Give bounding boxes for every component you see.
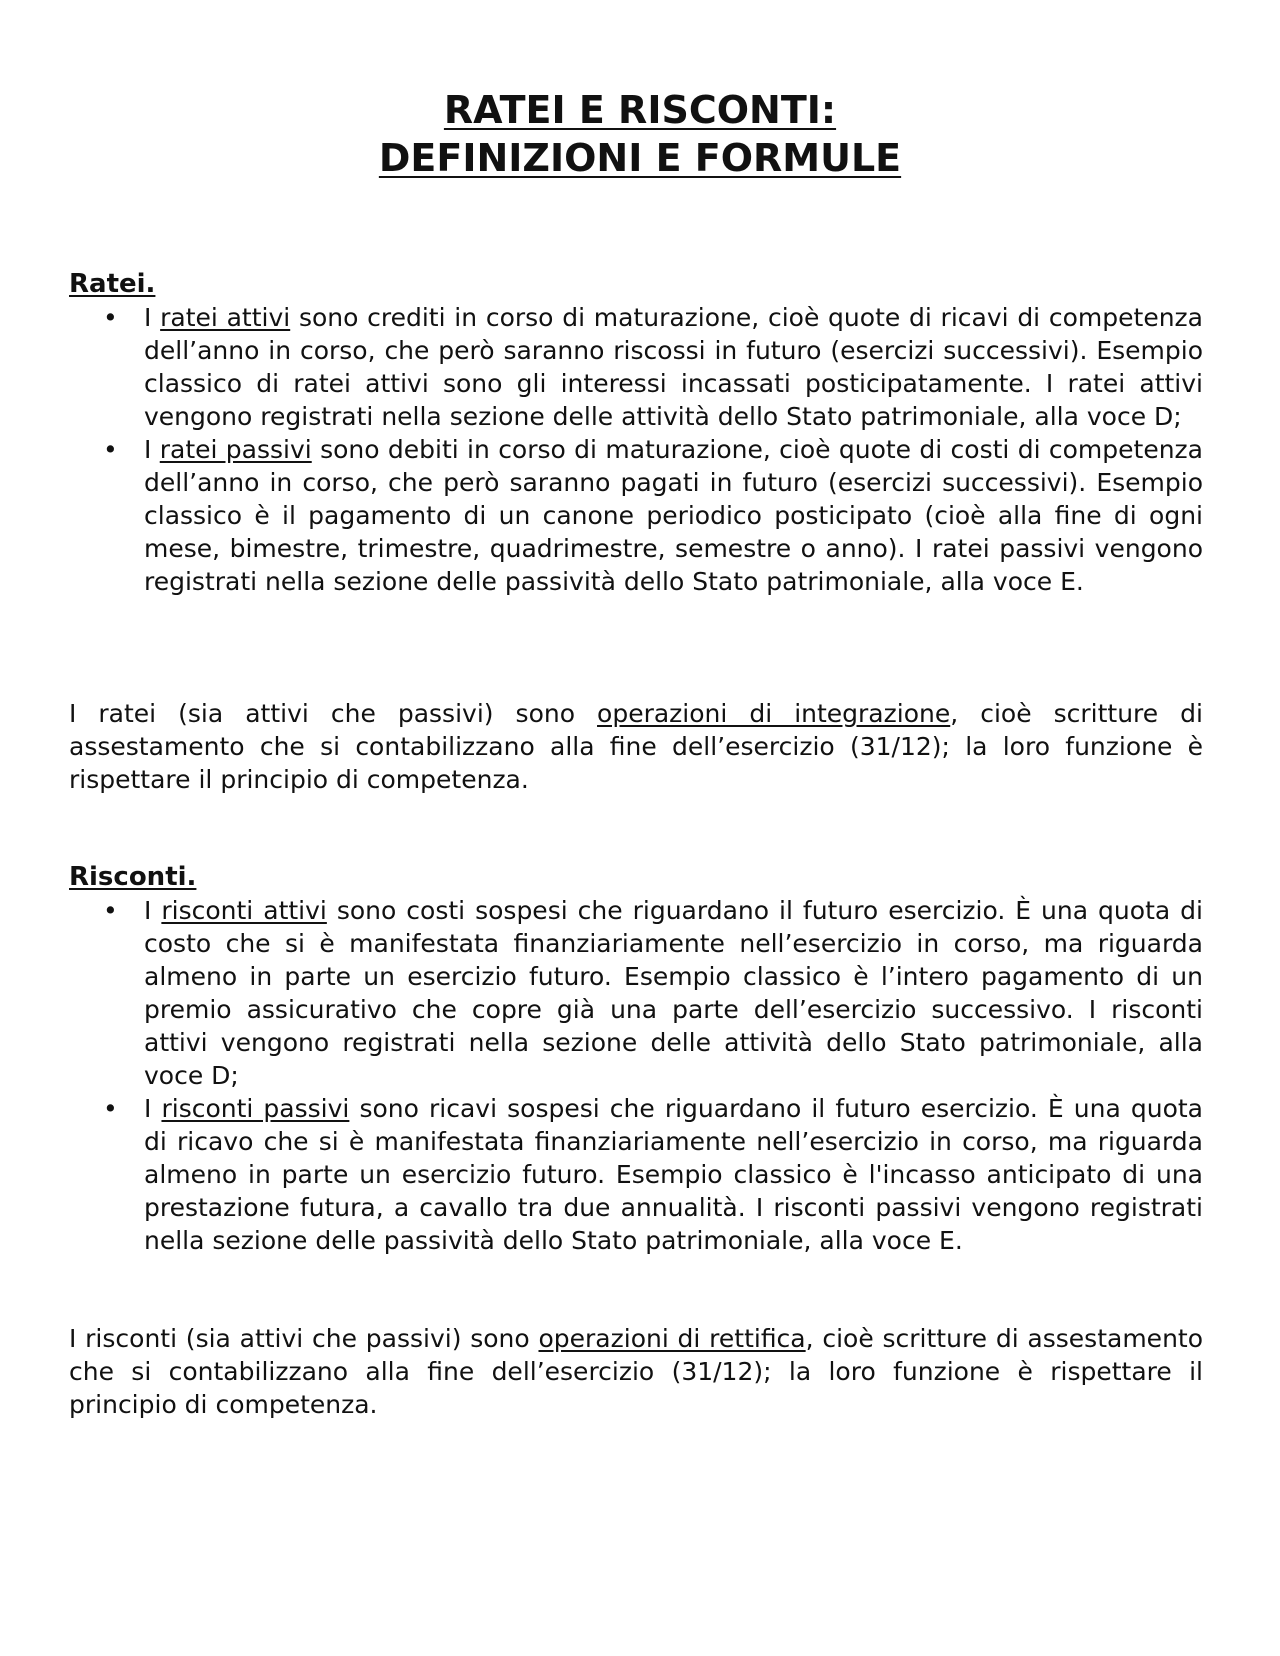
summary-prefix: I ratei (sia attivi che passivi) sono (69, 699, 598, 728)
paragraph-risconti-summary (69, 1322, 1203, 1421)
term-operazioni-integrazione: operazioni di integrazione (597, 699, 951, 728)
section-heading-risconti: Risconti. (69, 862, 197, 892)
section-heading-ratei: Ratei. (69, 269, 156, 299)
title-line-2: DEFINIZIONI E FORMULE (378, 136, 902, 180)
ratei-list (69, 301, 1203, 598)
risconti-list (69, 894, 1203, 1257)
summary-text: , cioè scritture di assestamento che si contabilizzano alla fine dell’esercizio (31/12); la loro funzione è rispettare il principio di competenza. (69, 699, 1203, 794)
item-text: sono crediti in corso di maturazione, cioè quote di ricavi di competenza dell’anno in corso, che però saranno riscossi in futuro (esercizi successivi). Esempio classico di ratei attivi sono gli interessi incassati posticipatamente. I ratei attivi vengono registrati nella sezione delle attività dello Stato patrimoniale, alla voce D; (144, 303, 1203, 431)
term-ratei-passivi: ratei passivi (159, 435, 312, 464)
term-operazioni-rettifica: operazioni di rettifica (538, 1324, 806, 1353)
item-prefix: I (144, 303, 161, 332)
paragraph-ratei-summary (69, 697, 1203, 796)
title-line-1: RATEI E RISCONTI: (443, 88, 837, 132)
summary-text: , cioè scritture di assestamento che si contabilizzano alla fine dell’esercizio (31/12); la loro funzione è rispettare il principio di competenza. (69, 1324, 1204, 1419)
item-text: sono costi sospesi che riguardano il futuro esercizio. È una quota di costo che si è manifestata finanziariamente nell’esercizio in corso, ma riguarda almeno in parte un esercizio futuro. Esempio classico è l’intero pagamento di un premio assicurativo che copre già una parte dell’esercizio successivo. I risconti attivi vengono registrati nella sezione delle attività dello Stato patrimoniale, alla voce D; (144, 896, 1203, 1090)
term-risconti-attivi: risconti attivi (161, 896, 327, 925)
list-item-risconti-passivi (69, 1092, 1203, 1257)
term-risconti-passivi: risconti passivi (161, 1094, 350, 1123)
item-text: sono debiti in corso di maturazione, cioè quote di costi di competenza dell’anno in corso, che però saranno pagati in futuro (esercizi successivi). Esempio classico è il pagamento di un canone periodico posticipato (cioè alla fine di ogni mese, bimestre, trimestre, quadrimestre, semestre o anno). I ratei passivi vengono registrati nella sezione delle passività dello Stato patrimoniale, alla voce E. (144, 435, 1203, 596)
item-prefix: I (144, 1094, 162, 1123)
item-prefix: I (144, 896, 162, 925)
term-ratei-attivi: ratei attivi (160, 303, 291, 332)
section-risconti (69, 861, 1203, 1257)
list-item-ratei-passivi (69, 433, 1203, 598)
section-ratei (69, 268, 1203, 598)
list-item-risconti-attivi (69, 894, 1203, 1092)
item-prefix: I (144, 435, 160, 464)
list-item-ratei-attivi (69, 301, 1203, 433)
item-text: sono ricavi sospesi che riguardano il futuro esercizio. È una quota di ricavo che si è manifestata finanziariamente nell’esercizio in corso, ma riguarda almeno in parte un esercizio futuro. Esempio classico è l'incasso anticipato di una prestazione futura, a cavallo tra due annualità. I risconti passivi vengono registrati nella sezione delle passività dello Stato patrimoniale, alla voce E. (144, 1094, 1203, 1255)
summary-prefix: I risconti (sia attivi che passivi) sono (69, 1324, 539, 1353)
page-title (0, 86, 1280, 182)
